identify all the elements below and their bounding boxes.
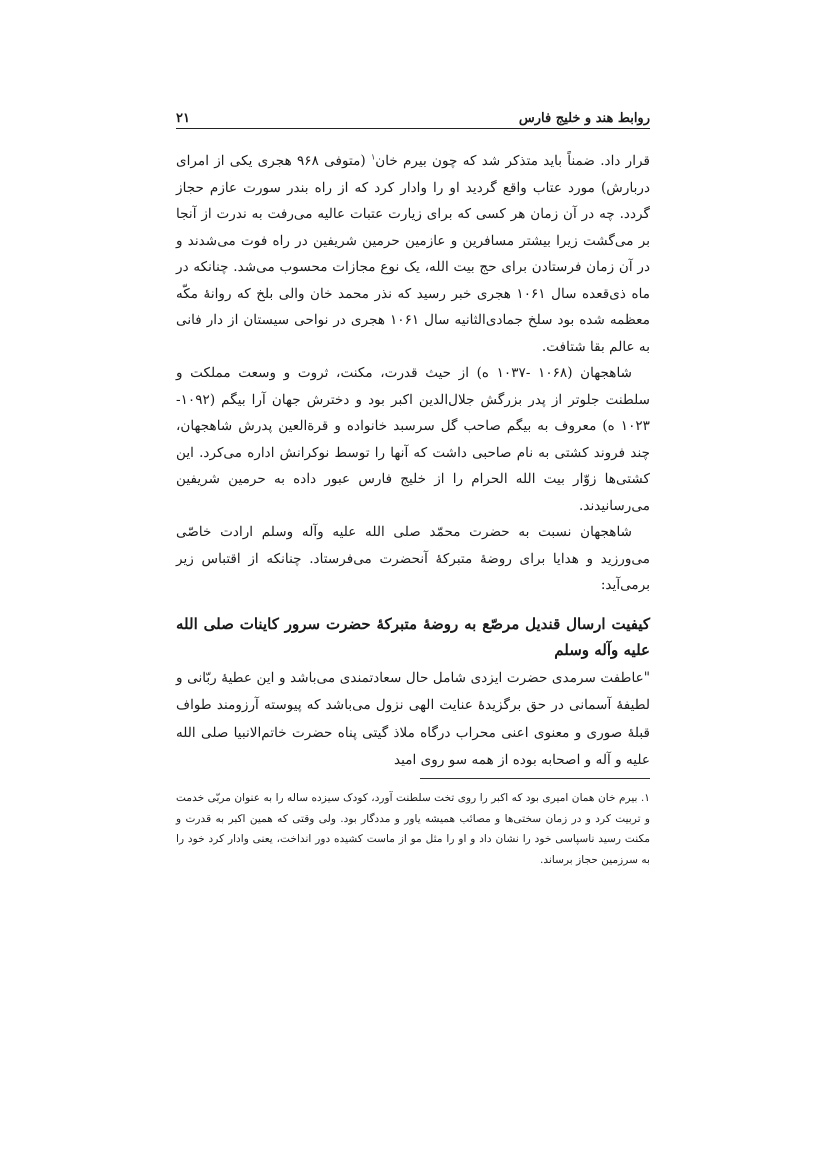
section-heading: کیفیت ارسال قندیل مرصّع به روضهٔ متبرکهٔ حضرت سرور کاینات صلی الله علیه وآله وسلم (176, 614, 650, 659)
paragraph-1-part-a: قرار داد. ضمناً باید متذکر شد که چون بیرم خان (375, 153, 650, 169)
paragraph-1-part-b: (متوفی ۹۶۸ هجری یکی از امرای دربارش) مورد عتاب واقع گردید او را وادار کرد که از راه بندر سورت عازم حجاز گردد. چه در آن زمان هر کسی که برای زیارت عتبات عالیه می‌رفت به ندرت از آنجا بر می‌گشت زیرا بیشتر مسافرین و عازمین حرمین شریفین در راه فوت می‌شدند و در آن زمان فرستادن برای حج بیت الله، یک نوع مجازات محسوب می‌شد. چنانکه در ماه ذی‌قعده سال ۱۰۶۱ هجری خبر رسید که نذر محمد خان والی بلخ که روانهٔ مکّه معظمه شده بود سلخ جمادی‌الثانیه سال ۱۰۶۱ هجری در نواحی سیستان از دار فانی به عالم بقا شتافت. (176, 153, 651, 355)
footnotes (176, 788, 650, 870)
running-title: روابط هند و خلیج فارس (518, 111, 650, 126)
paragraph-1 (176, 148, 650, 360)
paragraph-3: شاهجهان نسبت به حضرت محمّد صلی الله علیه وآله وسلم ارادت خاصّی می‌ورزید و هدایا برای روضهٔ متبرکهٔ آنحضرت می‌فرستاد. چنانکه از اقتباس زیر برمی‌آید: (176, 524, 650, 593)
main-text (176, 148, 650, 775)
quotation: "عاطفت سرمدی حضرت ایزدی شامل حال سعادتمندی می‌باشد و این عطیهٔ ربّانی و لطیفهٔ آسمانی در حق برگزیدهٔ عنایت الهی نزول می‌باشد که پیوسته آرزومند طواف قبلهٔ صوری و معنوی اعنی محراب درگاه ملاذ گیتی پناه حضرت خاتم‌الانبیا صلی الله علیه و آله و اصحابه بوده از همه سو روی امید (176, 669, 650, 768)
paragraph-2: شاهجهان (۱۰۶۸ -۱۰۳۷ ه) از حیث قدرت، مکنت، ثروت و وسعت مملکت و سلطنت جلوتر از پدر بزرگش جلال‌الدین اکبر بود و دخترش جهان آرا بیگم (۱۰۹۲- ۱۰۲۳ ه) معروف به بیگم صاحب گل سرسبد خانواده و قرةالعین پدرش شاهجهان، چند فروند کشتی به نام صاحبی داشت که آنها را توسط نوکرانش اداره می‌کرد. این کشتی‌ها زوّار بیت الله الحرام را از خلیج فارس عبور داده به حرمین شریفین می‌رسانیدند. (176, 365, 650, 514)
footnote-1: ۱. بیرم خان همان امیری بود که اکبر را روی تخت سلطنت آورد، کودک سیزده ساله را به عنوان مربّی خدمت و تربیت کرد و در زمان سختی‌ها و مصائب همیشه یاور و مددگار بود. ولی وقتی که همین اکبر به قدرت و مکنت رسید ناسپاسی خود را نشان داد و او را مثل مو از ماست کشیده دور انداخت، یعنی وادار کرد خود را به سرزمین حجاز برساند. (176, 792, 650, 866)
footnote-divider (420, 778, 650, 779)
footnote-marker[interactable]: ۱ (370, 152, 376, 162)
page-header (176, 104, 650, 129)
page-number: ۲۱ (176, 111, 190, 126)
